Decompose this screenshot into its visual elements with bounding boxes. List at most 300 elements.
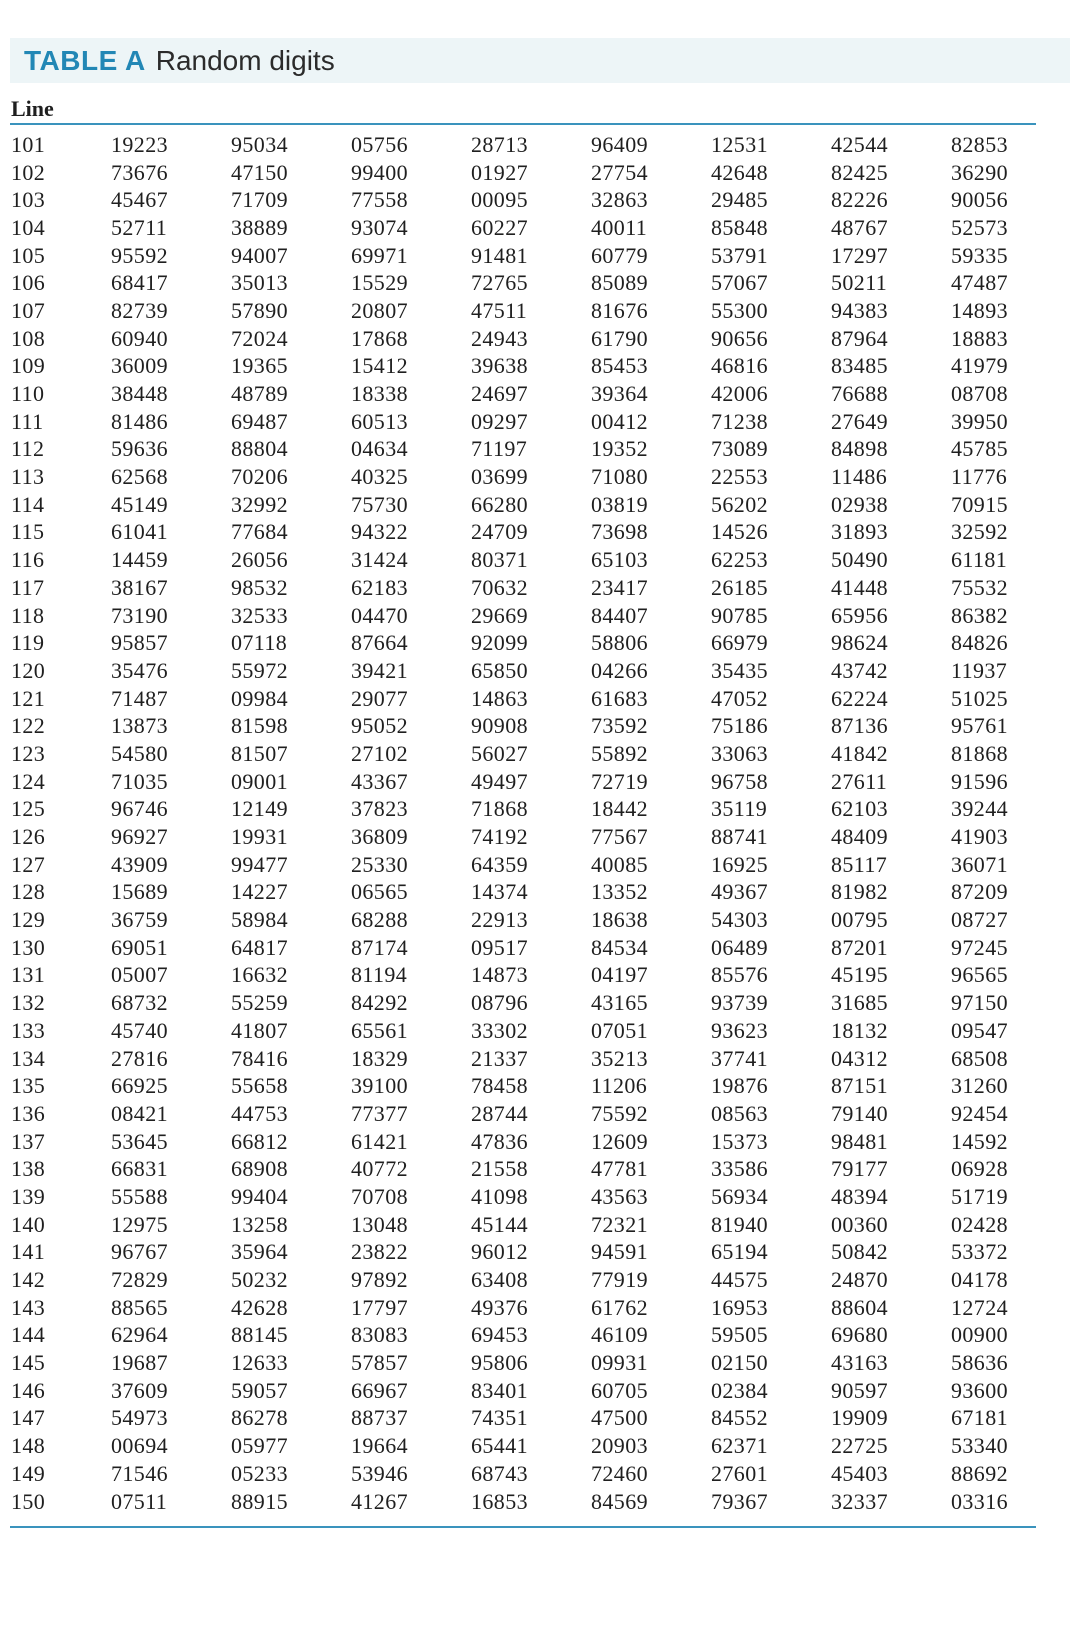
digit-group: 60705 [591,1377,648,1403]
digit-group: 23822 [351,1239,408,1265]
digit-group: 71487 [111,685,168,711]
digit-group: 35013 [231,270,288,296]
digit-group: 63408 [471,1267,528,1293]
digit-group: 41903 [951,824,1008,850]
digit-group: 46816 [711,353,768,379]
digit-group: 13048 [351,1211,408,1237]
table-row [0,1183,1080,1211]
digit-group: 66925 [111,1073,168,1099]
digit-group: 61181 [951,547,1008,573]
digit-group: 38889 [231,214,288,240]
digit-group: 19664 [351,1433,408,1459]
digit-group: 42628 [231,1294,288,1320]
digit-group: 43563 [591,1183,648,1209]
digit-group: 47836 [471,1128,528,1154]
line-number: 144 [11,1322,46,1348]
digit-group: 45403 [831,1460,888,1486]
line-number: 122 [11,713,46,739]
digit-group: 59636 [111,436,168,462]
digit-group: 71080 [591,464,648,490]
line-number: 105 [11,242,46,268]
digit-group: 52573 [951,214,1008,240]
digit-group: 36071 [951,851,1008,877]
digit-group: 94383 [831,297,888,323]
digit-group: 27816 [111,1045,168,1071]
table-row [0,408,1080,436]
table-title: Random digits [155,44,335,76]
digit-group: 35964 [231,1239,288,1265]
digit-group: 02384 [711,1377,768,1403]
table-row [0,1045,1080,1073]
digit-group: 48394 [831,1183,888,1209]
table-row [0,962,1080,990]
digit-group: 70632 [471,574,528,600]
digit-group: 39364 [591,381,648,407]
digit-group: 29485 [711,187,768,213]
digit-group: 53372 [951,1239,1008,1265]
digit-group: 06565 [351,879,408,905]
digit-group: 87201 [831,934,888,960]
digit-group: 73676 [111,159,168,185]
digit-group: 27601 [711,1460,768,1486]
digit-group: 68508 [951,1045,1008,1071]
digit-group: 38167 [111,574,168,600]
digit-group: 09547 [951,1017,1008,1043]
digit-group: 90908 [471,713,528,739]
digit-group: 08708 [951,381,1008,407]
digit-group: 15529 [351,270,408,296]
line-number: 112 [11,436,45,462]
digit-group: 19687 [111,1350,168,1376]
digit-group: 52711 [111,214,168,240]
digit-group: 42648 [711,159,768,185]
digit-group: 55658 [231,1073,288,1099]
line-number: 148 [11,1433,46,1459]
digit-group: 78416 [231,1045,288,1071]
line-number: 117 [11,574,45,600]
digit-group: 39244 [951,796,1008,822]
digit-group: 36290 [951,159,1008,185]
digit-group: 93600 [951,1377,1008,1403]
digit-group: 49367 [711,879,768,905]
digit-group: 84407 [591,602,648,628]
digit-group: 77919 [591,1267,648,1293]
digit-group: 77377 [351,1100,408,1126]
digit-group: 96927 [111,824,168,850]
digit-group: 55892 [591,740,648,766]
digit-group: 93074 [351,214,408,240]
digit-group: 26185 [711,574,768,600]
digit-group: 04312 [831,1045,888,1071]
line-number: 141 [11,1239,46,1265]
digit-group: 86382 [951,602,1008,628]
digit-group: 32533 [231,602,288,628]
line-number: 125 [11,796,46,822]
digit-group: 88737 [351,1405,408,1431]
digit-group: 27611 [831,768,888,794]
digit-group: 58636 [951,1350,1008,1376]
digit-group: 48767 [831,214,888,240]
digit-group: 06928 [951,1156,1008,1182]
digit-group: 12724 [951,1294,1008,1320]
digit-group: 88741 [711,824,768,850]
header-rule [10,123,1036,125]
digit-group: 56202 [711,491,768,517]
digit-group: 40325 [351,464,408,490]
digit-group: 32863 [591,187,648,213]
digit-group: 66967 [351,1377,408,1403]
digit-group: 59057 [231,1377,288,1403]
table-row [0,1349,1080,1377]
digit-group: 11776 [951,464,1008,490]
digit-group: 49376 [471,1294,528,1320]
line-number: 145 [11,1350,46,1376]
table-row [0,851,1080,879]
digit-group: 53791 [711,242,768,268]
line-number: 118 [11,602,45,628]
digit-group: 39638 [471,353,528,379]
digit-group: 43367 [351,768,408,794]
table-row [0,879,1080,907]
digit-group: 65441 [471,1433,528,1459]
digit-group: 99477 [231,851,288,877]
digit-group: 64817 [231,934,288,960]
table-row [0,1072,1080,1100]
digit-group: 35119 [711,796,768,822]
digit-group: 19931 [231,824,288,850]
digit-group: 05233 [231,1460,288,1486]
digit-group: 14374 [471,879,528,905]
digit-group: 21558 [471,1156,528,1182]
digit-group: 35435 [711,657,768,683]
digit-group: 77684 [231,519,288,545]
line-number: 133 [11,1017,46,1043]
digit-group: 81676 [591,297,648,323]
digit-group: 13258 [231,1211,288,1237]
digit-group: 58984 [231,907,288,933]
digit-group: 83485 [831,353,888,379]
digit-group: 84534 [591,934,648,960]
digit-group: 88565 [111,1294,168,1320]
digit-group: 02150 [711,1350,768,1376]
digit-group: 80371 [471,547,528,573]
digit-group: 43742 [831,657,888,683]
line-number: 124 [11,768,46,794]
digit-group: 90597 [831,1377,888,1403]
digit-group: 95761 [951,713,1008,739]
digit-group: 47781 [591,1156,648,1182]
table-row [0,1100,1080,1128]
digit-group: 77558 [351,187,408,213]
digit-group: 36759 [111,907,168,933]
digit-group: 97892 [351,1267,408,1293]
line-column-header: Line [11,96,54,121]
digit-group: 70708 [351,1183,408,1209]
digit-group: 08796 [471,990,528,1016]
table-row [0,1294,1080,1322]
digit-group: 48789 [231,381,288,407]
digit-group: 09297 [471,408,528,434]
digit-group: 59335 [951,242,1008,268]
digit-group: 71197 [471,436,528,462]
table-row [0,712,1080,740]
digit-group: 60779 [591,242,648,268]
table-title-band [10,38,1070,83]
table-row [0,353,1080,381]
digit-group: 22725 [831,1433,888,1459]
digit-group: 12633 [231,1350,288,1376]
digit-group: 43165 [591,990,648,1016]
digit-group: 11937 [951,657,1008,683]
table-row [0,1405,1080,1433]
digit-group: 93739 [711,990,768,1016]
line-number: 132 [11,990,46,1016]
digit-group: 87209 [951,879,1008,905]
line-number: 121 [11,685,46,711]
digit-group: 82853 [951,131,1008,157]
line-number: 120 [11,657,46,683]
digit-group: 40085 [591,851,648,877]
line-number: 114 [11,491,45,517]
table-row [0,989,1080,1017]
digit-group: 16632 [231,962,288,988]
digit-group: 12531 [711,131,768,157]
digit-group: 17797 [351,1294,408,1320]
table-row [0,269,1080,297]
digit-group: 36009 [111,353,168,379]
digit-group: 85453 [591,353,648,379]
digit-group: 45785 [951,436,1008,462]
digit-group: 51025 [951,685,1008,711]
digit-group: 14863 [471,685,528,711]
table-row [0,740,1080,768]
digit-group: 05977 [231,1433,288,1459]
line-number: 103 [11,187,46,213]
digit-group: 81940 [711,1211,768,1237]
line-number: 139 [11,1183,46,1209]
digit-group: 88604 [831,1294,888,1320]
digit-group: 48409 [831,824,888,850]
table-row [0,380,1080,408]
digit-group: 73698 [591,519,648,545]
digit-group: 59505 [711,1322,768,1348]
table-row [0,1322,1080,1350]
digit-group: 75532 [951,574,1008,600]
line-number: 150 [11,1488,46,1514]
digit-group: 55259 [231,990,288,1016]
digit-group: 62253 [711,547,768,573]
digit-group: 12609 [591,1128,648,1154]
line-number: 149 [11,1460,46,1486]
table-label: TABLE A [24,44,146,76]
table-row [0,906,1080,934]
digit-group: 35213 [591,1045,648,1071]
digit-group: 82226 [831,187,888,213]
digit-group: 56027 [471,740,528,766]
table-row [0,1377,1080,1405]
digit-group: 05756 [351,131,408,157]
table-row [0,325,1080,353]
digit-group: 00694 [111,1433,168,1459]
digit-group: 50842 [831,1239,888,1265]
digit-group: 53645 [111,1128,168,1154]
digit-group: 96012 [471,1239,528,1265]
digit-group: 71709 [231,187,288,213]
digit-group: 12149 [231,796,288,822]
table-row [0,491,1080,519]
digit-group: 39100 [351,1073,408,1099]
digit-group: 95592 [111,242,168,268]
digit-group: 37823 [351,796,408,822]
digit-group: 55300 [711,297,768,323]
digit-group: 97245 [951,934,1008,960]
digit-group: 75730 [351,491,408,517]
digit-group: 47487 [951,270,1008,296]
line-number: 146 [11,1377,46,1403]
line-number: 108 [11,325,46,351]
digit-group: 84826 [951,630,1008,656]
digit-group: 54973 [111,1405,168,1431]
digit-group: 44575 [711,1267,768,1293]
digit-group: 71035 [111,768,168,794]
digit-group: 18638 [591,907,648,933]
line-number: 101 [11,131,46,157]
digit-group: 61683 [591,685,648,711]
footer-rule [10,1526,1036,1528]
digit-group: 00795 [831,907,888,933]
line-number: 136 [11,1100,46,1126]
table-row [0,796,1080,824]
digit-group: 99400 [351,159,408,185]
line-number: 129 [11,907,46,933]
digit-group: 76688 [831,381,888,407]
digit-group: 62371 [711,1433,768,1459]
digit-group: 24943 [471,325,528,351]
digit-group: 09984 [231,685,288,711]
table-row [0,934,1080,962]
digit-group: 66979 [711,630,768,656]
table-row [0,768,1080,796]
digit-group: 69487 [231,408,288,434]
line-number: 109 [11,353,46,379]
random-digits-table [0,131,1080,1515]
digit-group: 62964 [111,1322,168,1348]
digit-group: 61041 [111,519,168,545]
digit-group: 66280 [471,491,528,517]
digit-group: 62103 [831,796,888,822]
digit-group: 18132 [831,1017,888,1043]
table-row [0,214,1080,242]
digit-group: 04634 [351,436,408,462]
digit-group: 32337 [831,1488,888,1514]
digit-group: 22553 [711,464,768,490]
digit-group: 62568 [111,464,168,490]
digit-group: 03699 [471,464,528,490]
digit-group: 82739 [111,297,168,323]
digit-group: 70206 [231,464,288,490]
digit-group: 04470 [351,602,408,628]
digit-group: 09001 [231,768,288,794]
digit-group: 72765 [471,270,528,296]
table-row [0,1128,1080,1156]
digit-group: 54580 [111,740,168,766]
digit-group: 72024 [231,325,288,351]
digit-group: 81598 [231,713,288,739]
digit-group: 54303 [711,907,768,933]
digit-group: 68908 [231,1156,288,1182]
digit-group: 23417 [591,574,648,600]
digit-group: 50232 [231,1267,288,1293]
digit-group: 74192 [471,824,528,850]
digit-group: 98624 [831,630,888,656]
digit-group: 45195 [831,962,888,988]
digit-group: 67181 [951,1405,1008,1431]
digit-group: 71868 [471,796,528,822]
digit-group: 88915 [231,1488,288,1514]
digit-group: 11206 [591,1073,648,1099]
digit-group: 26056 [231,547,288,573]
digit-group: 79367 [711,1488,768,1514]
line-number: 106 [11,270,46,296]
digit-group: 07051 [591,1017,648,1043]
digit-group: 16953 [711,1294,768,1320]
line-number: 127 [11,851,46,877]
digit-group: 37609 [111,1377,168,1403]
digit-group: 97150 [951,990,1008,1016]
digit-group: 65956 [831,602,888,628]
digit-group: 82425 [831,159,888,185]
digit-group: 53946 [351,1460,408,1486]
line-number: 115 [11,519,45,545]
digit-group: 65103 [591,547,648,573]
line-number: 110 [11,381,45,407]
digit-group: 49497 [471,768,528,794]
line-number: 123 [11,740,46,766]
digit-group: 24697 [471,381,528,407]
digit-group: 85848 [711,214,768,240]
digit-group: 65561 [351,1017,408,1043]
digit-group: 88692 [951,1460,1008,1486]
table-row [0,602,1080,630]
digit-group: 14227 [231,879,288,905]
digit-group: 94591 [591,1239,648,1265]
digit-group: 60940 [111,325,168,351]
line-number: 143 [11,1294,46,1320]
digit-group: 37741 [711,1045,768,1071]
line-number: 128 [11,879,46,905]
digit-group: 19909 [831,1405,888,1431]
digit-group: 45149 [111,491,168,517]
digit-group: 00900 [951,1322,1008,1348]
line-number: 142 [11,1267,46,1293]
digit-group: 72321 [591,1211,648,1237]
digit-group: 73190 [111,602,168,628]
digit-group: 88804 [231,436,288,462]
digit-group: 81194 [351,962,408,988]
table-row [0,574,1080,602]
digit-group: 92454 [951,1100,1008,1126]
digit-group: 96758 [711,768,768,794]
digit-group: 42006 [711,381,768,407]
table-row [0,242,1080,270]
digit-group: 14873 [471,962,528,988]
digit-group: 79177 [831,1156,888,1182]
digit-group: 15689 [111,879,168,905]
digit-group: 00360 [831,1211,888,1237]
digit-group: 41448 [831,574,888,600]
digit-group: 13352 [591,879,648,905]
digit-group: 33302 [471,1017,528,1043]
